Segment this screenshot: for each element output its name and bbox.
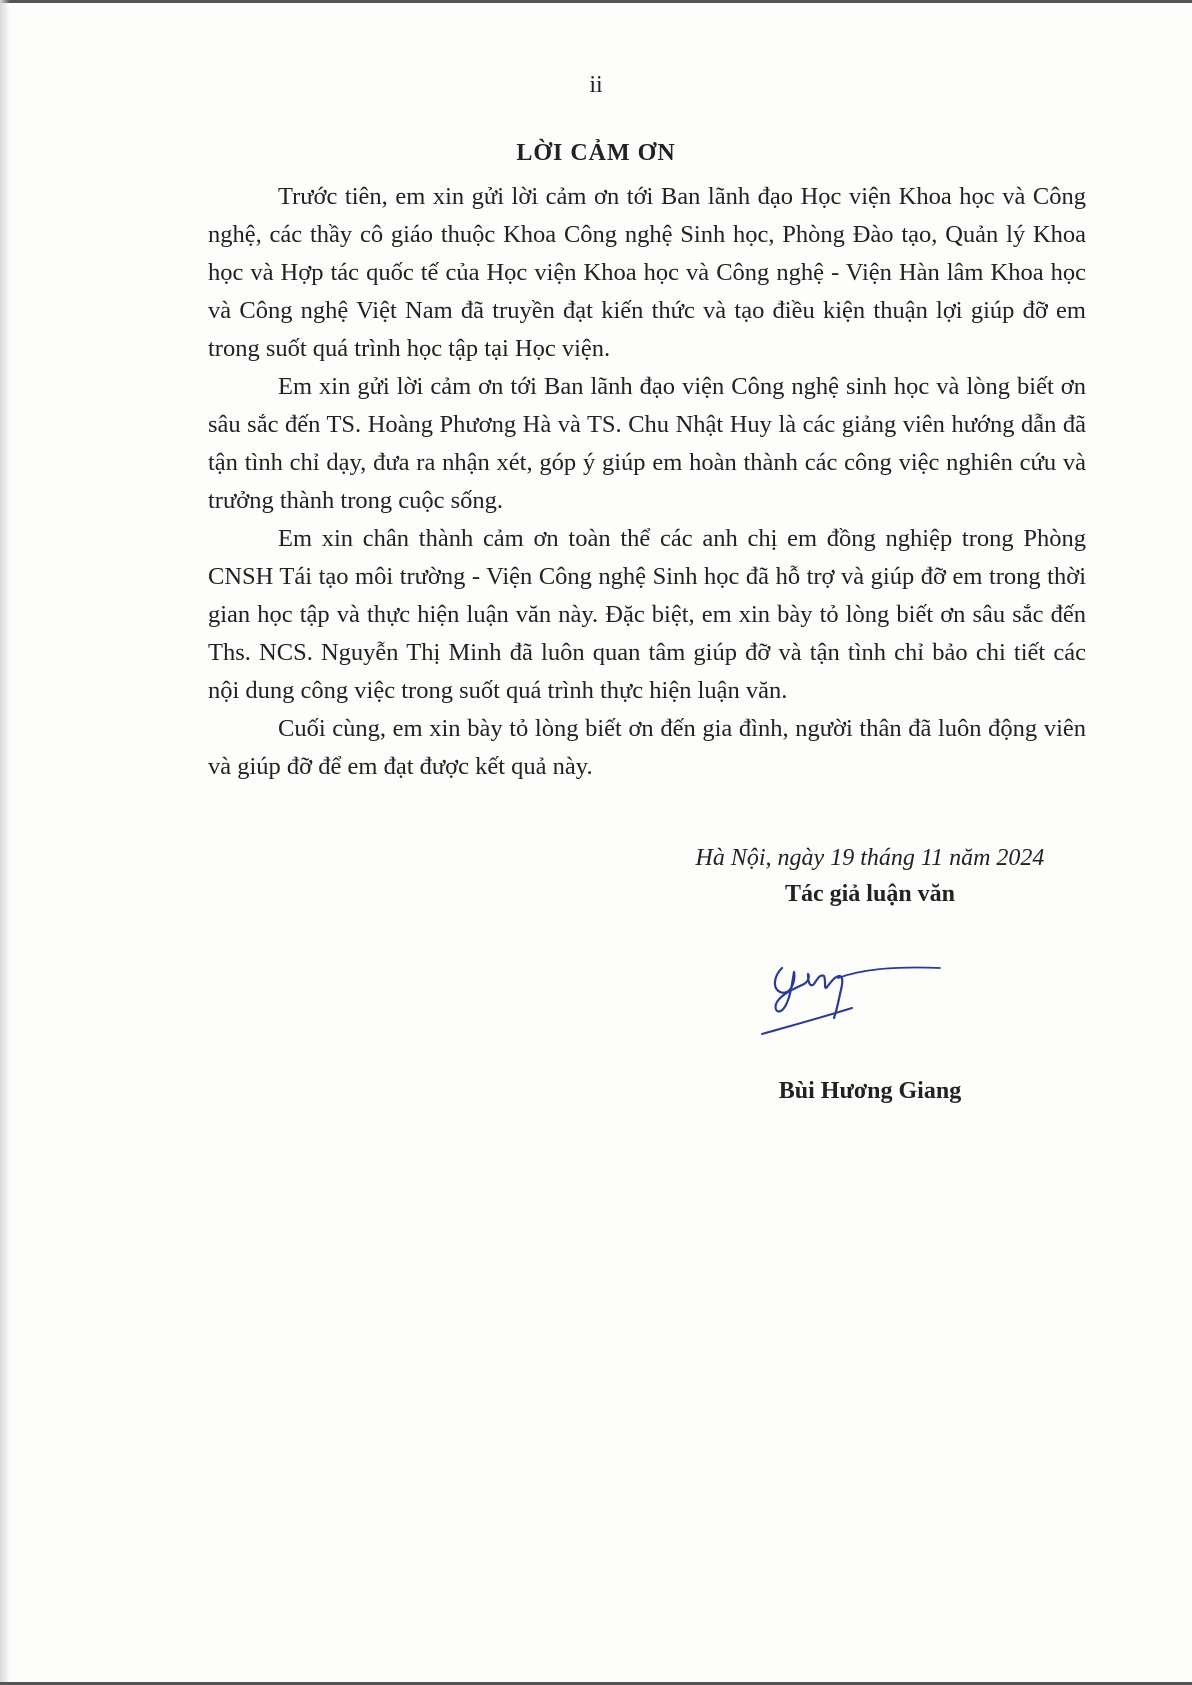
signature-role: Tác giả luận văn (784, 881, 956, 907)
paragraph-1: Trước tiên, em xin gửi lời cảm ơn tới Ban lãnh đạo Học viện Khoa học và Công nghệ, các thầy cô giáo thuộc Khoa Công nghệ Sinh học, Phòng Đào tạo, Quản lý Khoa học và Hợp tác quốc tế của Học viện Khoa học và Công nghệ - Viện Hàn lâm Khoa học và Công nghệ Việt Nam đã truyền đạt kiến thức và tạo điều kiện thuận lợi giúp đỡ em trong suốt quá trình học tập tại Học viện. (208, 183, 1086, 362)
paragraph-4: Cuối cùng, em xin bày tỏ lòng biết ơn đến gia đình, người thân đã luôn động viên và giúp đỡ để em đạt được kết quả này. (208, 715, 1086, 780)
page-title: LỜI CẢM ƠN (516, 140, 676, 166)
paragraph-3: Em xin chân thành cảm ơn toàn thể các anh chị em đồng nghiệp trong Phòng CNSH Tái tạo môi trường - Viện Công nghệ Sinh học đã hỗ trợ và giúp đỡ em trong thời gian học tập và thực hiện luận văn này. Đặc biệt, em xin bày tỏ lòng biết ơn sâu sắc đến Ths. NCS. Nguyễn Thị Minh đã luôn quan tâm giúp đỡ và tận tình chỉ bảo chi tiết các nội dung công việc trong suốt quá trình thực hiện luận văn. (208, 525, 1086, 704)
paragraph-2: Em xin gửi lời cảm ơn tới Ban lãnh đạo viện Công nghệ sinh học và lòng biết ơn sâu sắc đến TS. Hoàng Phương Hà và TS. Chu Nhật Huy là các giảng viên hướng dẫn đã tận tình chỉ dạy, đưa ra nhận xét, góp ý giúp em hoàn thành các công việc nghiên cứu và trưởng thành trong cuộc sống. (208, 373, 1086, 514)
handwritten-signature-icon (760, 948, 960, 1048)
acknowledgement-body (208, 178, 1086, 786)
scan-border-left (0, 0, 10, 1685)
author-name: Bùi Hương Giang (778, 1078, 962, 1104)
scan-border-top (0, 0, 1192, 3)
page-number: ii (589, 72, 603, 98)
signature-date: Hà Nội, ngày 19 tháng 11 năm 2024 (695, 845, 1045, 871)
signature-block (660, 840, 1080, 912)
